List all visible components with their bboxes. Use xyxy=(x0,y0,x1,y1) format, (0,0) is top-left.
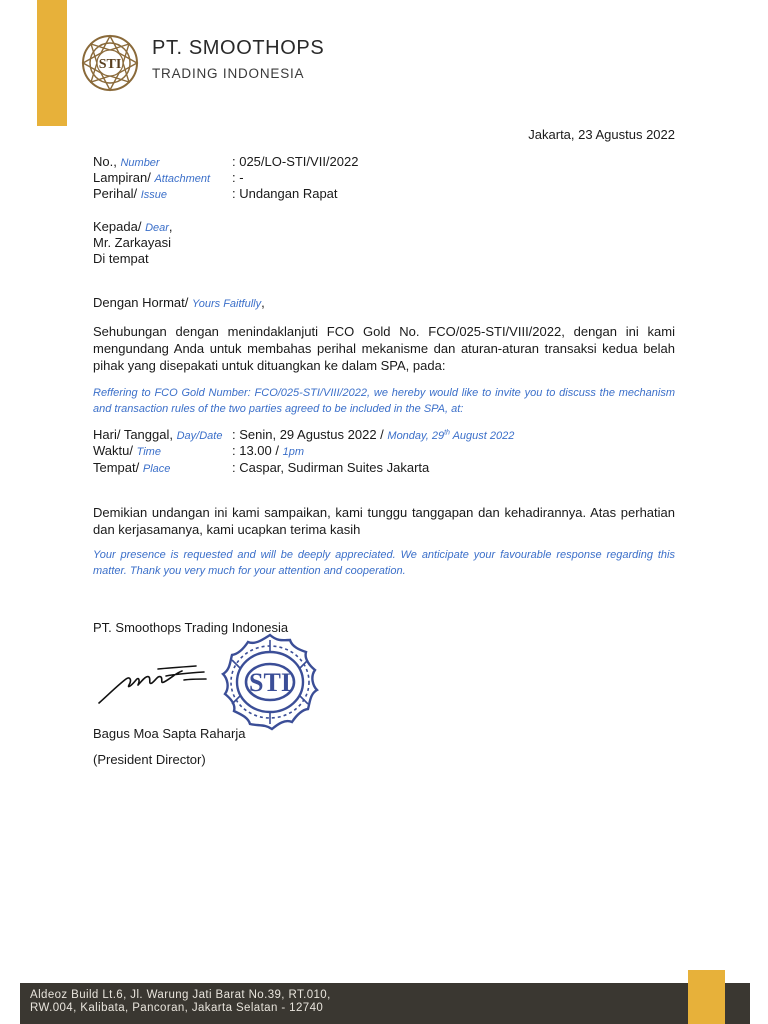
letterhead-gold-bar xyxy=(37,0,67,126)
schedule-place-value: : Caspar, Sudirman Suites Jakarta xyxy=(232,460,430,475)
address-footer xyxy=(20,983,750,1024)
field-issue-label: Perihal/ xyxy=(93,186,138,201)
schedule-time-value xyxy=(232,443,304,458)
schedule-time xyxy=(93,443,305,458)
letter-date: Jakarta, 23 Agustus 2022 xyxy=(528,127,675,142)
stamp-text: STI xyxy=(249,668,291,697)
recipient-dear-label: Kepada/ xyxy=(93,219,142,234)
field-number-label-en: Number xyxy=(120,157,160,169)
schedule-place xyxy=(93,460,430,475)
field-issue-label-en: Issue xyxy=(140,189,167,201)
schedule-day-value-en xyxy=(387,430,514,442)
schedule-time-label-en: Time xyxy=(136,446,161,458)
field-attachment-label-en: Attachment xyxy=(154,173,211,185)
schedule-day-value-en-post: August 2022 xyxy=(449,430,515,442)
signature-company: PT. Smoothops Trading Indonesia xyxy=(93,620,289,635)
field-number xyxy=(93,154,359,169)
schedule-time-label: Waktu/ xyxy=(93,443,133,458)
field-attachment-value: : - xyxy=(232,170,244,185)
greeting xyxy=(93,295,265,310)
closing-paragraph-en: Your presence is requested and will be deeply appreciated. We anticipate your favourable response regarding this matter. Thank you very much for your attention and cooperation. xyxy=(93,549,675,577)
company-stamp xyxy=(215,632,325,732)
footer-gold-bar xyxy=(688,970,725,1024)
schedule-time-value-id: : 13.00 / xyxy=(232,443,279,458)
footer-address-line-2: RW.004, Kalibata, Pancoran, Jakarta Selatan - 12740 xyxy=(30,1002,324,1014)
body-paragraph-id: Sehubungan dengan menindaklanjuti FCO Gold No. FCO/025-STI/VIII/2022, dengan ini kami mengundang Anda untuk membahas perihal mekanisme dan aturan-aturan transaksi kedua belah pihak yang disepakati untuk dituangkan ke dalam SPA, pada: xyxy=(93,324,675,373)
schedule-day-label-en: Day/Date xyxy=(176,430,223,442)
closing-paragraph-id: Demikian undangan ini kami sampaikan, kami tunggu tanggapan dan kehadirannya. Atas perhatian dan kerjasamanya, kami ucapkan terima kasih xyxy=(93,505,675,537)
company-logo xyxy=(77,33,143,93)
field-attachment-label: Lampiran/ xyxy=(93,170,151,185)
signer-title: (President Director) xyxy=(93,752,206,767)
greeting-en: Yours Faitfully xyxy=(192,298,262,310)
recipient-dear-en: Dear xyxy=(145,222,169,234)
recipient-place: Di tempat xyxy=(93,251,149,266)
schedule-place-label: Tempat/ xyxy=(93,460,140,475)
recipient-dear-suffix: , xyxy=(168,219,173,234)
company-subtitle: TRADING INDONESIA xyxy=(152,66,305,81)
schedule-day-value-id: : Senin, 29 Agustus 2022 / xyxy=(232,427,384,442)
schedule-place-label-en: Place xyxy=(142,463,171,475)
schedule-time-value-en: 1pm xyxy=(282,446,305,458)
field-issue-value: : Undangan Rapat xyxy=(232,186,338,201)
schedule-day-value-en-pre: Monday, 29 xyxy=(387,430,445,442)
greeting-label: Dengan Hormat/ xyxy=(93,295,189,310)
logo-text: STI xyxy=(98,57,122,72)
footer-address-line-1: Aldeoz Build Lt.6, Jl. Warung Jati Barat No.39, RT.010, xyxy=(30,989,331,1001)
schedule-day-value xyxy=(232,427,514,442)
body-paragraph-en: Reffering to FCO Gold Number: FCO/025-STI/VIII/2022, we hereby would like to invite you to discuss the mechanism and transaction rules of the two parties agreed to be included in the SPA, at: xyxy=(93,387,675,415)
recipient-name: Mr. Zarkayasi xyxy=(93,235,172,250)
field-issue xyxy=(93,186,338,201)
footer-address xyxy=(30,989,331,1015)
company-name: PT. SMOOTHOPS xyxy=(152,37,325,59)
schedule-day-label: Hari/ Tanggal, xyxy=(93,427,173,442)
schedule-day-value-en-sup: th xyxy=(444,429,450,437)
signer-name: Bagus Moa Sapta Raharja xyxy=(93,726,246,741)
schedule-day xyxy=(93,427,515,442)
field-number-value: : 025/LO-STI/VII/2022 xyxy=(232,154,359,169)
recipient-dear xyxy=(93,219,173,234)
field-number-label: No., xyxy=(93,154,117,169)
greeting-suffix: , xyxy=(261,295,265,310)
handwritten-signature xyxy=(96,655,211,710)
field-attachment xyxy=(93,170,244,185)
